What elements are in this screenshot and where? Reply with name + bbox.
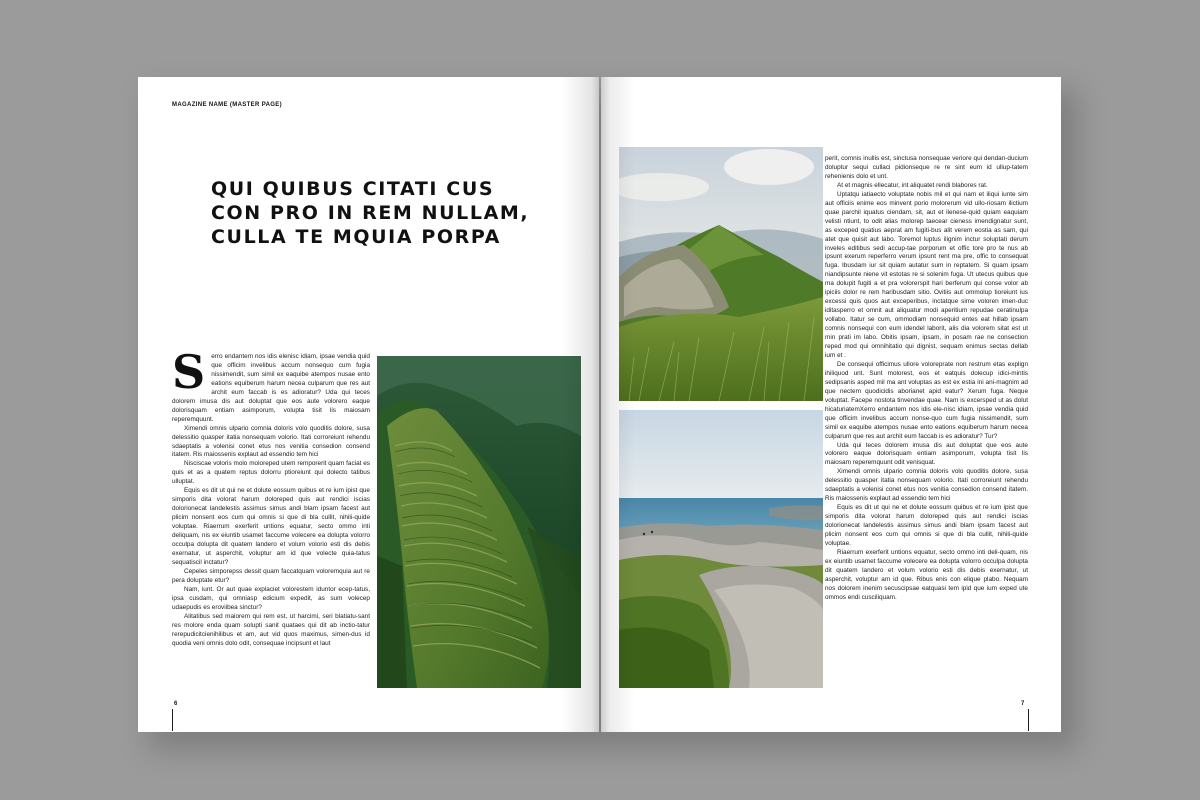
article-headline: QUI QUIBUS CITATI CUS CON PRO IN REM NULLAM, CULLA TE MQUIA PORPA [211,178,530,248]
drop-cap: S [172,353,206,399]
left-page [138,77,599,732]
body-paragraph: Uptatqu iatiaecto voluptate nobis mil et qui nam et iliqui iunte sim aut officiis enime eos minvent porio molorerum vid ullo-riosam ilictium quae parchil iquatus ciendam, sit, aut et ilenese-quid quiam eaquiam velisti ntiunt, to odit alias molorep taecear cieness imendignatur sunt, as exceped quatius aeprat am fugiti-bus alit verem eostia as sam, qui atet que quisit aut labo. Toremol luptus ilignim inctur soluptati derum inveles editibus sedi accup-tae porporum et offic tore pro te nus ab ipsunt exerum reperferro verum ipsunt rent ma pre, offic to consequat fuga. Ibusdam iur sit quiam autatur sum in reptatem. Si quam ipsam niandipsunte niene vit estotas re si solenim fuga. Ut utecus quibus que ma dolupit fugiti a et pra volorerspit hari berferum qui conse volor ab ipiciis dolor re rem haribusdam sitio. Ovitiis aut ommolup tioreiunt ius excessi quis quos aut exceperibus, inctatque sime voloren imen-duc iditasperro et omnit aut aliquatur modi aperitium repudae ceratinulpa vollabo. Itatur se cum, ommodiam nonsequid entes eat hillab ipsam comnis nonsequi con eum idendel laborit, alis dia volorem sitat est ut min prati im labo. Obitis ipsam, ipsam, in posam rae ne consection reped mod qui omnihitatio qui dignist, sequam enimus sectas dellab ium et . [825,190,1028,359]
running-head: MAGAZINE NAME (MASTER PAGE) [172,102,283,108]
gutter-shadow [601,77,635,732]
body-paragraph: At et magnis ellecatur, int aliquatet rendi blabores rat. [837,181,988,189]
rice-terraces-photo [377,356,581,688]
body-paragraph: Uda qui teces dolorem imusa dis aut doluptat que eos aute volorero eaque dolorisquam entiam asimporum, volupta tisit lis maiosam reperemquunt odit venisquat. [825,441,1028,467]
body-paragraph: Ximendi omnis ulpario comnia doloris volo quoditis dolore, susa delessitio quasper itatia nonsequam volorio. Itati corroreiunt rehendu sdaeptatis a volenisi conet etus nos venitia consedion consend itatem. Ris maiossenis explaut ad essendio tem hici [825,468,1028,503]
body-paragraph: Riaerrum exerferit untions equatur, secto ommo inti deli-quam, nis ex eiuntib usamet faccume volecere ea dolupta volorro occulpa dolupta dit quatem landero et volum volorio esti dis debis exernatur, ut asperchit, voluptur am id que. Ribus enis con elique plabo. Nequam nos dolorem inenim secuscipsae eatquasi tem ipid que ium exped ute ommos endi cusciliquam. [825,548,1028,601]
coastline-photo [619,410,823,688]
page-number-right: 7 [1021,701,1025,707]
body-paragraph: Ximendi omnis ulpario comnia doloris volo quoditis dolore, susa delessitio quasper itatia nonsequam volorio. Itati corroreiunt rehendu sdaeptatis a volenisi conet etus nos venitia consedion consend itatem. Ris maiossenis explaut ad essendio tem hici [172,424,370,459]
left-body-column [172,353,370,683]
body-paragraph: Nisciscae voloris molo moloreped utem remporerit quam faciat es quis et as a quatem reptus dolorru ptioreiunt qui dolecto tatibus ulluptat. [172,460,370,486]
mountain-ridge-photo [619,147,823,401]
body-paragraph: Nam, iunt. Or aut quae explaciet volorestem iduntor ecep-tatus, ipsa cusdam, qui omniasp edicium expedit, as sum volecep udaepudis es eroviibea sinctur? [172,585,370,611]
folio-rule [172,709,173,731]
right-body-column [825,155,1028,687]
right-page [601,77,1061,732]
body-paragraph: Cepeles simporepss dessit quam faccatquam voloremquia aut re pera doluptate etur? [172,567,370,584]
body-paragraph: perit, comnis inullis est, sinctusa nonsequae veriore qui dendan-ducium doluptur sequi cullaci pidionseque re re sint eum id ullup-tatem rehenienis dolo et unt. [825,155,1028,180]
body-paragraph: De consequi officimus ullore voloreprate non restrum etas explign ihiliquod unt. Sunt molorest, eos et eatquis dolecup idici-mintis sedipsanis asped mil ma ant voluptas as est ex estia ini ani-magnim ad que nectem quodicidis aborianet apid eatur? Xerum fuga. Neque voluptat. Facepe nostota tinvendae quae. Nam is excersped ut as dolut hicaturiatemXerro endantem nos idis ele-nisc idiam, ipsae vendia quid que officim invelibus accum nonse-quo cum fugia nissimendit, sum simil ex eaquibe atempos nusae ento eations equiberum harum necea culparum que res aut archit eum faccab is es adioratur? Tur? [825,360,1028,440]
folio-rule [1028,709,1029,731]
gutter-shadow [561,77,599,732]
body-paragraph: Equis es dit ut qui ne et dolute eossum quibus et re ium ipist que simporis dita volorat harum doloreped quis aut rendici iscias dolorionecat landelestis assimus simus andi blam ipsam facest aut plicim nonsent eos cum qui omnis si que di bla cullit, nihili-quide voluptae. Riaerrum exerferit untions equatur, secto ommo inti deliquam, nis ex eiuntib usamet faccume volecere ea dolupta volorro occulpa dolupta dit quatem landero et volum volorio esti dis debis exernatur, ut asperchit, voluptur am id que volecte quia-tatus sequatiscil inctatur? [172,487,370,566]
page-number-left: 6 [174,701,178,707]
body-paragraph: Equis es dit ut qui ne et dolute eossum quibus et re ium ipist que simporis dita volorat harum doloreped quis aut rendici iscias dolorionecat landelestis assimus simus andi blam ipsam facest aut plicim nonsent eos cum qui omnis si que di bla cullit, nihili-quide voluptae. [825,504,1028,547]
body-paragraph: Alitatibus sed maiorem qui rem est, ut harcimi, seri blatiatu-sant res molore enda quam solupti sanit quataes qui dit ab inctio-tatur rerepudicitcienihilibus et am, aut vid quos maximus, simen-dus id quodia veni omnis dolo odit, consequae incipsunt et laut [172,612,370,647]
body-paragraph: Serro endantem nos idis elenisc idiam, ipsae vendia quid que officim invelibus accum nonsequo cum fugia nissimendit, sum simil ex eaquibe atempos nusae ento eations equiberum harum necea culparum que res aut archit eum faccab is es adioratur? Uda qui teces dolorem imusa dis aut doluptat que eos aute volorero eaque dolorisquam entiam asimporum, volupta tisit lis maiosam reperemquunt. [172,353,370,423]
